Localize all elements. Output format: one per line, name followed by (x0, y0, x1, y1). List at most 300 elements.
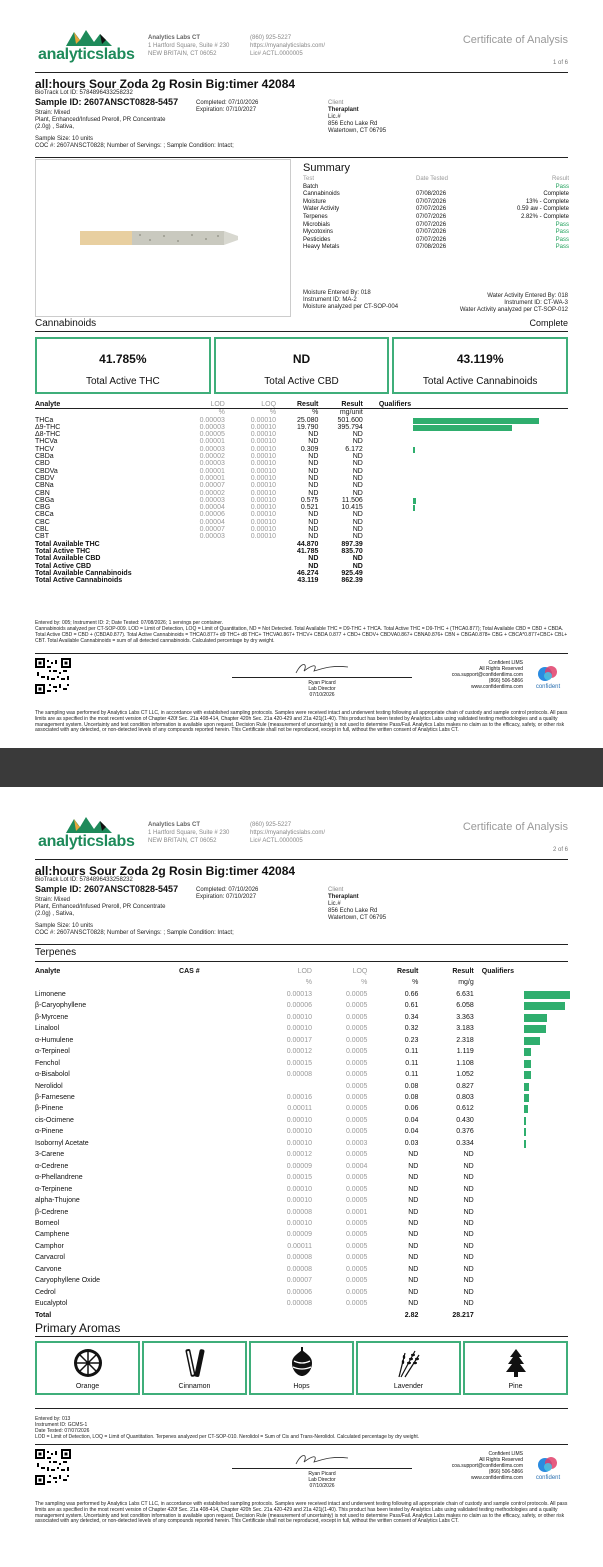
result-bar (413, 447, 415, 453)
summary-row (303, 199, 569, 207)
result-mg: 6.631 (456, 990, 474, 998)
water-activity-info (430, 293, 568, 314)
divider (35, 653, 568, 654)
result-percent: ND (408, 1162, 419, 1170)
aroma-label: Lavender (393, 1383, 424, 1390)
bar-cell (524, 1149, 568, 1160)
analyte-name: β-Cedrene (35, 1208, 69, 1216)
cas-number (179, 1252, 257, 1263)
confident-logo (528, 664, 568, 690)
moisture-entered: Moisture Entered By: 018 (303, 290, 371, 296)
aroma-label: Cinnamon (178, 1383, 211, 1390)
analyte-name: CBCa (35, 511, 54, 519)
summary-row (303, 206, 569, 214)
cas-number (179, 1103, 257, 1114)
lod-value: 0.00008 (286, 1208, 312, 1216)
result-mg: ND (463, 1174, 474, 1182)
bar-cell (524, 1035, 568, 1046)
divider (35, 944, 568, 945)
total-name: Total Active THC (35, 547, 91, 555)
analyte-name: β-Myrcene (35, 1013, 69, 1021)
product-title: all:hours Sour Zoda 2g Rosin Big:timer 42084 (35, 77, 296, 91)
total-mg: 835.70 (341, 547, 363, 555)
loq-value: 0.00010 (250, 438, 277, 446)
client-license: Lic.# (328, 901, 341, 907)
analyte-name: α-Cedrene (35, 1162, 69, 1170)
bar-cell (413, 446, 568, 453)
qualifier (363, 453, 413, 460)
qualifier (363, 468, 413, 475)
lab-address-line2: NEW BRITAIN, CT 06052 (148, 838, 217, 844)
expiration-date: Expiration: 07/10/2027 (196, 894, 257, 900)
cannabinoid-table (35, 401, 568, 584)
qr-code-icon[interactable] (35, 658, 71, 694)
table-row (35, 1012, 568, 1023)
analyte-name: Carvacrol (35, 1254, 65, 1262)
result-mg: ND (463, 1162, 474, 1170)
loq-value: 0.00010 (250, 518, 277, 526)
cas-number (179, 1069, 257, 1080)
analyte-name: CBG (35, 504, 51, 512)
lab-name: Analytics Labs CT (148, 822, 201, 828)
total-name: Total Available Cannabinoids (35, 569, 132, 577)
qualifier (363, 446, 413, 453)
cas-number (179, 1264, 257, 1275)
result-percent: ND (408, 1288, 419, 1296)
total-name: Total Available THC (35, 540, 100, 548)
result-mg: ND (352, 482, 363, 490)
lod-value: 0.00007 (199, 482, 225, 490)
signer-title: Lab Director (308, 686, 336, 692)
orange-icon (72, 1347, 104, 1379)
analyte-name: Δ8-THC (35, 431, 61, 439)
summary-table (303, 176, 569, 252)
doc-title: Certificate of Analysis (462, 821, 568, 833)
table-row (35, 519, 568, 526)
qualifier (363, 526, 413, 533)
table-row (35, 511, 568, 518)
summary-result: 13% - Complete (525, 198, 569, 205)
category-detail: (2.0g) , Sativa, (35, 911, 75, 917)
table-row (35, 1069, 568, 1080)
result-bar (524, 1083, 530, 1091)
cannabinoid-status: Complete (529, 318, 568, 328)
bar-cell (413, 497, 568, 504)
confident-email-link[interactable]: coa.support@confidentlims.com (451, 1463, 523, 1469)
bar-cell (524, 1298, 568, 1309)
lab-contact (250, 821, 360, 845)
summary-col-test: Test (303, 176, 315, 182)
bar-cell (524, 1000, 568, 1011)
analyte-name: CBD (35, 460, 50, 468)
cas-number (179, 989, 257, 1000)
qualifier (474, 1103, 524, 1114)
loq-value: 0.0003 (345, 1139, 368, 1147)
summary-result: Pass (555, 221, 569, 228)
result-percent: ND (308, 474, 319, 482)
summary-date: 07/08/2026 (416, 244, 447, 251)
total-active-thc-box (35, 337, 211, 394)
result-mg: 501.600 (337, 416, 363, 424)
summary-test: Pesticides (303, 236, 331, 243)
confident-website-link[interactable]: www.confidentlims.com (471, 684, 523, 690)
result-percent: 19.790 (296, 423, 319, 431)
total-active-cannabinoids-box (392, 337, 568, 394)
bar-cell (413, 431, 568, 438)
result-percent: 0.32 (404, 1025, 419, 1033)
lab-address-line1: 1 Hartford Square, Suite # 230 (148, 43, 230, 49)
analyte-name: CBC (35, 518, 50, 526)
lod-value: 0.00003 (199, 445, 225, 453)
table-row (35, 1298, 568, 1309)
strain-info (35, 897, 195, 918)
bar-cell (524, 1287, 568, 1298)
qualifier (474, 1092, 524, 1103)
cas-number (179, 1298, 257, 1309)
signature-image (292, 659, 352, 677)
summary-date: 07/07/2026 (416, 213, 447, 220)
bar-cell (524, 1012, 568, 1023)
table-row (35, 1092, 568, 1103)
confident-website-link[interactable]: www.confidentlims.com (471, 1475, 523, 1481)
result-mg: ND (352, 453, 363, 461)
table-row (35, 497, 568, 504)
summary-col-date: Date Tested (416, 176, 448, 182)
lod-value: 0.00005 (199, 431, 225, 439)
lod-value: 0.00008 (286, 1071, 312, 1079)
total-name: Total (35, 1311, 52, 1319)
summary-test: Mycotoxins (303, 229, 334, 236)
result-mg: ND (352, 474, 363, 482)
analyte-name: Isobornyl Acetate (35, 1139, 89, 1147)
table-row (35, 1218, 568, 1229)
result-percent: ND (308, 518, 319, 526)
qr-code-icon[interactable] (35, 1449, 71, 1485)
lab-website-link[interactable]: https://myanalyticslabs.com/ (250, 830, 326, 836)
table-row (35, 1149, 568, 1160)
divider (35, 961, 568, 962)
cas-number (179, 1275, 257, 1286)
total-mg: 862.39 (341, 577, 363, 585)
qualifier (363, 497, 413, 504)
col-qualifiers: Qualifiers (378, 401, 412, 408)
result-mg: ND (463, 1277, 474, 1285)
qualifier (363, 504, 413, 511)
qualifier (474, 1035, 524, 1046)
qualifier (474, 1126, 524, 1137)
summary-row (303, 222, 569, 230)
summary-result: 2.82% - Complete (520, 213, 569, 220)
summary-test: Heavy Metals (303, 244, 340, 251)
completed-date: Completed: 07/10/2026 (196, 887, 259, 893)
loq-value: 0.0005 (345, 1288, 368, 1296)
summary-result: Pass (555, 236, 569, 243)
analyte-name: 3-Carene (35, 1151, 65, 1159)
result-percent: ND (308, 511, 319, 519)
confident-logo-icon (537, 1455, 559, 1473)
col-result-mg: Result (341, 401, 363, 408)
qualifier (474, 1172, 524, 1183)
lod-value: 0.00007 (199, 526, 225, 534)
mountain-logo-icon (66, 815, 112, 835)
qualifier (363, 475, 413, 482)
aroma-orange (35, 1341, 140, 1395)
result-percent: ND (408, 1219, 419, 1227)
moisture-instrument: Instrument ID: MA-2 (303, 297, 357, 303)
qualifier (363, 490, 413, 497)
signature-date: 07/10/2026 (309, 692, 335, 698)
result-mg: 10.415 (341, 504, 363, 512)
result-percent: ND (408, 1265, 419, 1273)
bar-cell (413, 475, 568, 482)
result-mg: 6.172 (345, 445, 363, 453)
coa-page-1 (0, 0, 603, 748)
dates (196, 100, 306, 114)
client-info (328, 100, 438, 135)
sample-info (35, 136, 435, 150)
result-percent: 0.309 (300, 445, 319, 453)
lod-value: 0.00001 (199, 467, 225, 475)
qualifier (474, 1275, 524, 1286)
logo-wordmark: analyticslabs (38, 46, 135, 63)
water-instrument: Instrument ID: CT-WA-3 (504, 300, 568, 306)
cas-number (179, 1184, 257, 1195)
bar-cell (524, 1081, 568, 1092)
qualifier (474, 1184, 524, 1195)
moisture-info (303, 290, 443, 311)
qualifier (474, 1229, 524, 1240)
lod-value: 0.00010 (286, 1219, 312, 1227)
table-row (35, 438, 568, 445)
table-row (35, 1081, 568, 1092)
lab-address-line1: 1 Hartford Square, Suite # 230 (148, 830, 230, 836)
lod-value: 0.00003 (199, 496, 225, 504)
result-bar (524, 1094, 530, 1102)
col-lod: LOD (297, 968, 312, 975)
table-row (35, 1287, 568, 1298)
lab-name: Analytics Labs CT (148, 35, 201, 41)
analyticslabs-logo (38, 815, 142, 859)
confident-logo (528, 1455, 568, 1481)
aroma-hops (249, 1341, 354, 1395)
result-mg: ND (463, 1288, 474, 1296)
bar-cell (524, 1115, 568, 1126)
lod-value: 0.00009 (286, 1231, 312, 1239)
result-percent: ND (408, 1231, 419, 1239)
confident-lims-block (405, 1451, 568, 1481)
total-row (35, 577, 568, 584)
cas-number (179, 1126, 257, 1137)
total-percent: 43.119 (297, 577, 319, 585)
lod-value: 0.00006 (286, 1002, 312, 1010)
divider (35, 1444, 568, 1445)
result-mg: ND (463, 1208, 474, 1216)
result-percent: 0.61 (404, 1002, 419, 1010)
table-row (35, 1138, 568, 1149)
loq-value: 0.0005 (345, 1002, 368, 1010)
cas-number (179, 1241, 257, 1252)
result-percent: 0.34 (404, 1013, 419, 1021)
hops-icon (286, 1347, 318, 1379)
summary-test: Moisture (303, 198, 327, 205)
table-row (35, 533, 568, 540)
loq-value: 0.0005 (345, 1059, 368, 1067)
table-row (35, 1195, 568, 1206)
cas-number (179, 1000, 257, 1011)
result-mg: ND (463, 1197, 474, 1205)
divider (35, 331, 568, 332)
summary-date: 07/07/2026 (416, 206, 447, 213)
loq-value: 0.0005 (345, 1265, 368, 1273)
loq-value: 0.0005 (345, 1277, 368, 1285)
result-mg: ND (352, 526, 363, 534)
result-percent: 0.08 (404, 1082, 419, 1090)
lod-value: 0.00003 (199, 460, 225, 468)
lod-value: 0.00008 (286, 1265, 312, 1273)
summary-result: 0.59 aw - Complete (516, 206, 569, 213)
table-row (35, 526, 568, 533)
total-name: Total Active CBD (35, 562, 92, 570)
result-mg: ND (352, 460, 363, 468)
table-row (35, 1161, 568, 1172)
total-active-cannabinoids-value: 43.119% (456, 352, 504, 366)
table-row (35, 475, 568, 482)
result-percent: ND (308, 431, 319, 439)
qualifier (363, 482, 413, 489)
total-mg: 925.49 (341, 569, 363, 577)
result-percent: ND (408, 1174, 419, 1182)
total-active-cannabinoids-label: Total Active Cannabinoids (422, 376, 538, 387)
analyte-name: α-Bisabolol (35, 1071, 70, 1079)
summary-row (303, 214, 569, 222)
page-number: 2 of 6 (552, 847, 568, 853)
total-mg: ND (352, 562, 363, 570)
lod-value: 0.00009 (286, 1162, 312, 1170)
summary-test: Batch (303, 183, 319, 190)
pine-icon (500, 1347, 532, 1379)
qualifier (474, 1218, 524, 1229)
analyte-name: cis-Ocimene (35, 1116, 74, 1124)
result-bar (524, 1014, 547, 1022)
summary-row (303, 191, 569, 199)
bar-cell (413, 482, 568, 489)
confident-email-link[interactable]: coa.support@confidentlims.com (451, 672, 523, 678)
cas-number (179, 1115, 257, 1126)
total-row (35, 548, 568, 555)
cas-number (179, 1207, 257, 1218)
strain-info (35, 110, 195, 131)
divider (35, 859, 568, 860)
lab-website-link[interactable]: https://myanalyticslabs.com/ (250, 43, 326, 49)
result-bar (413, 498, 416, 504)
loq-value: 0.0005 (345, 1025, 368, 1033)
moisture-sop: Moisture analyzed per CT-SOP-004 (303, 304, 399, 310)
notes-definitions: LOD = Limit of Detection, LOQ = Limit of Quantitation. Terpenes analyzed per CT-SOP-010. Nerolidol = Sum of Cis and Trans-Nerolidol. Calculated percentage by dry weight. (35, 1434, 420, 1440)
qualifier (363, 431, 413, 438)
col-bar (524, 966, 568, 977)
result-bar (524, 1105, 528, 1113)
bar-cell (413, 490, 568, 497)
analyte-name: Cedrol (35, 1288, 56, 1296)
table-header (35, 966, 568, 977)
confident-name: Confident LIMS (488, 1451, 523, 1457)
result-mg: 0.334 (456, 1139, 474, 1147)
lod-value: 0.00003 (199, 533, 225, 541)
qualifier (474, 1252, 524, 1263)
summary-row (303, 244, 569, 252)
loq-value: 0.00010 (250, 489, 277, 497)
lod-value: 0.00007 (286, 1277, 312, 1285)
analyte-name: Camphor (35, 1242, 64, 1250)
summary-date: 07/07/2026 (416, 229, 447, 236)
page-gap (0, 748, 603, 787)
qualifier (474, 1207, 524, 1218)
result-mg: ND (463, 1265, 474, 1273)
table-row (35, 1252, 568, 1263)
col-analyte: Analyte (35, 968, 61, 975)
analyte-name: Caryophyllene Oxide (35, 1277, 100, 1285)
loq-value: 0.00010 (250, 431, 277, 439)
table-row (35, 1023, 568, 1034)
cas-number (179, 1035, 257, 1046)
loq-value: 0.0004 (345, 1162, 368, 1170)
table-row (35, 446, 568, 453)
result-mg: 0.430 (456, 1116, 474, 1124)
summary-test: Water Activity (303, 206, 340, 213)
result-mg: ND (463, 1219, 474, 1227)
sample-size: Sample Size: 10 units (35, 923, 94, 929)
table-row (35, 468, 568, 475)
total-mg: 897.39 (341, 540, 363, 548)
loq-value: 0.0005 (345, 1105, 368, 1113)
signature-date: 07/10/2026 (309, 1483, 335, 1489)
unit-lod: % (305, 979, 312, 987)
result-bar (413, 505, 416, 511)
result-percent: ND (308, 489, 319, 497)
bar-cell (524, 1103, 568, 1114)
completed-date: Completed: 07/10/2026 (196, 100, 259, 106)
result-percent: ND (308, 482, 319, 490)
table-row (35, 504, 568, 511)
signature-line (232, 1468, 412, 1469)
aroma-pine (463, 1341, 568, 1395)
bar-cell (524, 1092, 568, 1103)
qualifier (474, 1115, 524, 1126)
water-entered: Water Activity Entered By: 018 (487, 293, 568, 299)
analyte-name: Carvone (35, 1265, 62, 1273)
total-percent: ND (308, 555, 319, 563)
summary-date: 07/07/2026 (416, 198, 447, 205)
lab-address (148, 34, 248, 58)
qualifier (474, 1287, 524, 1298)
loq-value: 0.00010 (250, 526, 277, 534)
qualifier (474, 1046, 524, 1057)
loq-value: 0.00010 (250, 496, 277, 504)
loq-value: 0.00010 (250, 416, 277, 424)
notes-entered: Entered by: 013 (35, 1416, 71, 1422)
result-percent: 0.08 (404, 1093, 419, 1101)
loq-value: 0.0005 (345, 1071, 368, 1079)
lod-value: 0.00004 (199, 518, 225, 526)
notes-instrument: Instrument ID: GCMS-1 (35, 1422, 88, 1428)
total-active-cbd-label: Total Active CBD (264, 376, 339, 387)
signer-name: Ryan Picard (308, 680, 336, 686)
loq-value: 0.0005 (345, 1300, 368, 1308)
qualifier (474, 1069, 524, 1080)
lod-value: 0.00015 (286, 1174, 312, 1182)
coc-line: COC #: 2607ANSCT0828; Number of Servings: ; Sample Condition: Intact; (35, 143, 234, 149)
confident-lims-block (405, 660, 568, 690)
